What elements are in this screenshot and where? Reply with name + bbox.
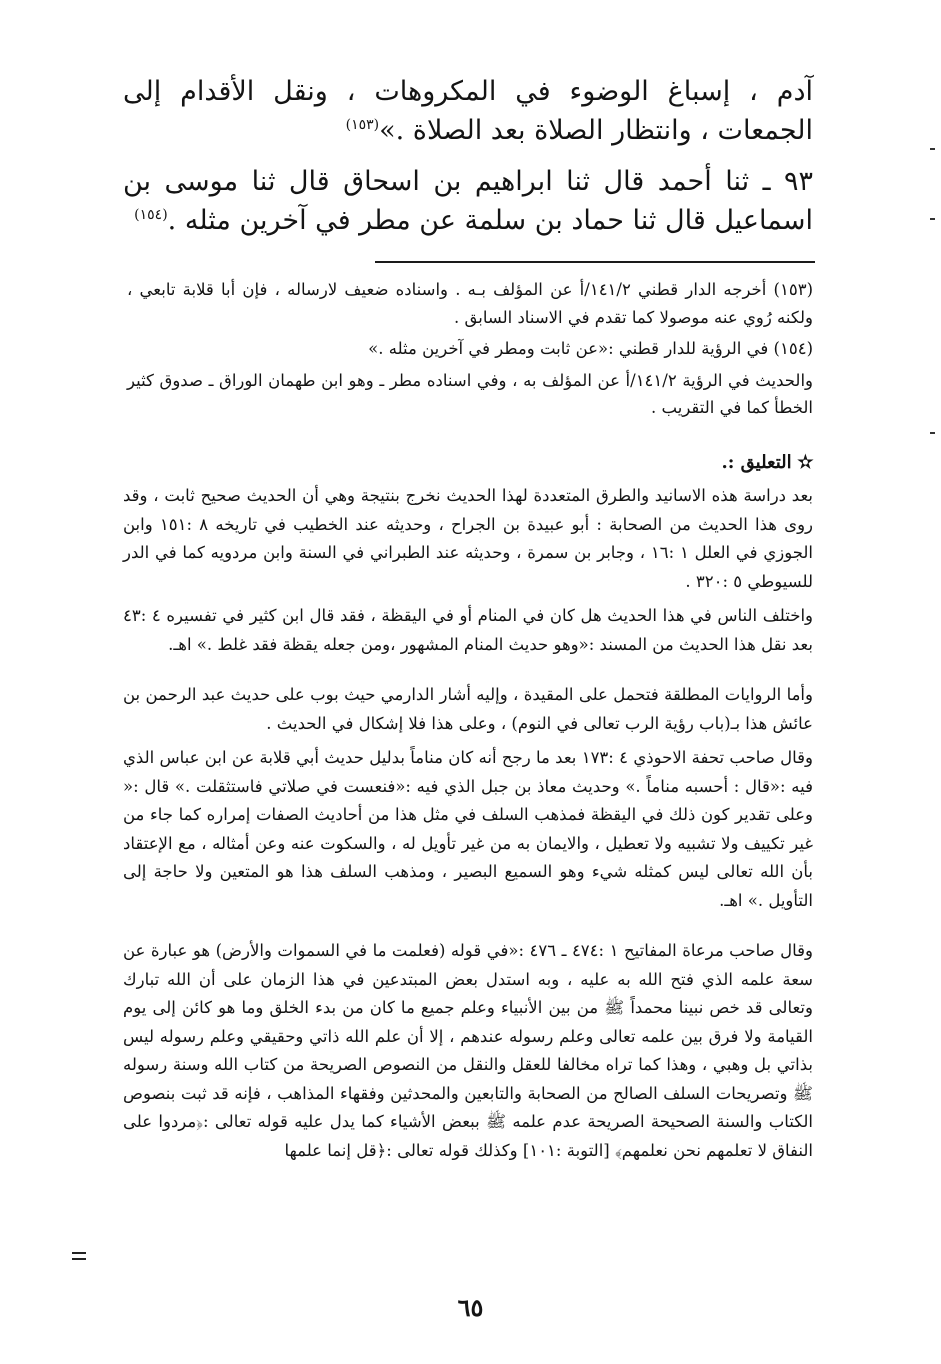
continuation-mark: [72, 1252, 86, 1260]
commentary-paragraph-4: وقال صاحب تحفة الاحوذي ٤ :١٧٣ بعد ما رجح أنه كان مناماً بدليل حديث أبي قلابة عن ابن عباس الذي فيه :«قال : أحسبه مناماً .» وحديث معاذ بن جبل الذي فيه :«فنعست في صلاتي فاستثقلت .» قال :« وعلى تقدير كون ذلك في اليقظة فمذهب السلف في مثل هذا من أحاديث الصفات إمراره كما جاء من غير تكييف ولا تشبيه ولا تعطيل ، والايمان به من غير تأويل له ، والسكوت عنه وعن أمثاله ، مع الإعتقاد بأن الله تعالى ليس كمثله شيء وهو السميع البصير ، ومذهب السلف هذا هو المتعين ولا حاجة إلى التأويل .» اهـ.: [123, 748, 813, 910]
commentary: [123, 482, 813, 1171]
main-paragraph-1: [123, 72, 813, 150]
commentary-paragraph-3: وأما الروايات المطلقة فتحمل على المقيدة ، وإليه أشار الدارمي حيث بوب على حديث عبد الرحمن بن عائش هذا بـ(باب رؤية الرب تعالى في النوم) ، وعلى هذا فلا إشكال في الحديث .: [123, 685, 813, 733]
main-paragraph-1-text: آدم ، إسباغ الوضوء في المكروهات ، ونقل الأقدام إلى الجمعات ، وانتظار الصلاة بعد الصلاة .»: [123, 76, 813, 146]
main-paragraph-2: [123, 162, 813, 240]
footnote-ref-154: (١٥٤): [134, 207, 168, 223]
footnote-154-a: (١٥٤) في الرؤية للدار قطني :«عن ثابت ومطر في آخرين مثله .»: [368, 339, 813, 358]
margin-dot: [930, 432, 935, 434]
commentary-heading: ✫ التعليق :.: [721, 452, 813, 473]
page-number: ٦٥: [457, 1293, 484, 1322]
commentary-paragraph-5: وقال صاحب مرعاة المفاتيح ١ :٤٧٤ ـ ٤٧٦ :«في قوله (فعلمت ما في السموات والأرض) هو عبارة عن سعة علمه الذي فتح الله به عليه ، وبه استدل بعض المبتدعين في هذا الزمان على أن الله تبارك وتعالى قد خص نبينا محمداً ﷺ من بين الأنبياء وعلم جميع ما كان من بدء الخلق وما هو كائن إلى يوم القيامة ولا فرق بين علمه تعالى وعلم رسوله عندهم ، إلا أن علم الله ذاتي وحقيقي وعلم رسوله ليس بذاتي بل وهبي ، وهذا كما تراه مخالفا للعقل والنقل من النصوص الصريحة من كتاب الله وسنة رسوله ﷺ وتصريحات السلف الصالح من الصحابة والتابعين والمحدثين وفقهاء المذاهب ، فإنه قد ثبت بنصوص الكتاب والسنة الصحيحة الصريحة عدم علمه ﷺ ببعض الأشياء كما يدل عليه قوله تعالى :﴿مردوا على النفاق لا تعلمهم نحن نعلمهم﴾ [التوبة :١٠١] وكذلك قوله تعالى :﴿قل إنما علمها: [123, 941, 813, 1160]
footnote-divider: [375, 261, 815, 263]
footnote-154-b: والحديث في الرؤية ١٤١/٢/أ عن المؤلف به ، وفي اسناده مطر ـ وهو ابن طهمان الوراق ـ صدوق كثير الخطأ كما في التقريب .: [127, 370, 813, 417]
commentary-paragraph-1: بعد دراسة هذه الاسانيد والطرق المتعددة لهذا الحديث نخرج بنتيجة وهي أن الحديث صحيح ثابت ، وقد روى هذا الحديث من الصحابة : أبو عبيدة بن الجراح ، وحديثه عند الخطيب في تاريخه ٨ :١٥١ وابن الجوزي في العلل ١ :١٦ ، وجابر بن سمرة ، وحديثه عند الطبراني في السنة وابن مردويه كما في الدر للسيوطي ٥ :٣٢٠ .: [123, 486, 814, 591]
margin-dot: [930, 148, 935, 150]
footnote-ref-153: (١٥٣): [345, 117, 380, 133]
main-text: [123, 72, 813, 252]
commentary-paragraph-2: واختلف الناس في هذا الحديث هل كان في المنام أو في اليقظة ، فقد قال ابن كثير في تفسيره ٤ :٤٣ بعد نقل هذا الحديث من المسند :«وهو حديث المنام المشهور ،ومن جعله يقظة فقد غلط .» اهـ.: [123, 606, 814, 654]
margin-dot: [930, 218, 935, 220]
main-paragraph-2-text: ٩٣ ـ ثنا أحمد قال ثنا ابراهيم بن اسحاق قال ثنا موسى بن اسماعيل قال ثنا حماد بن سلمة عن مطر في آخرين مثله .: [123, 166, 813, 236]
footnotes: [127, 276, 813, 426]
footnote-153: (١٥٣) أخرجه الدار قطني ١٤١/٢/أ عن المؤلف بـه . واسناده ضعيف لارساله ، فإن أبا قلابة تابعي ، ولكنه رُوي عنه موصولا كما تقدم في الاسناد السابق .: [127, 280, 813, 327]
